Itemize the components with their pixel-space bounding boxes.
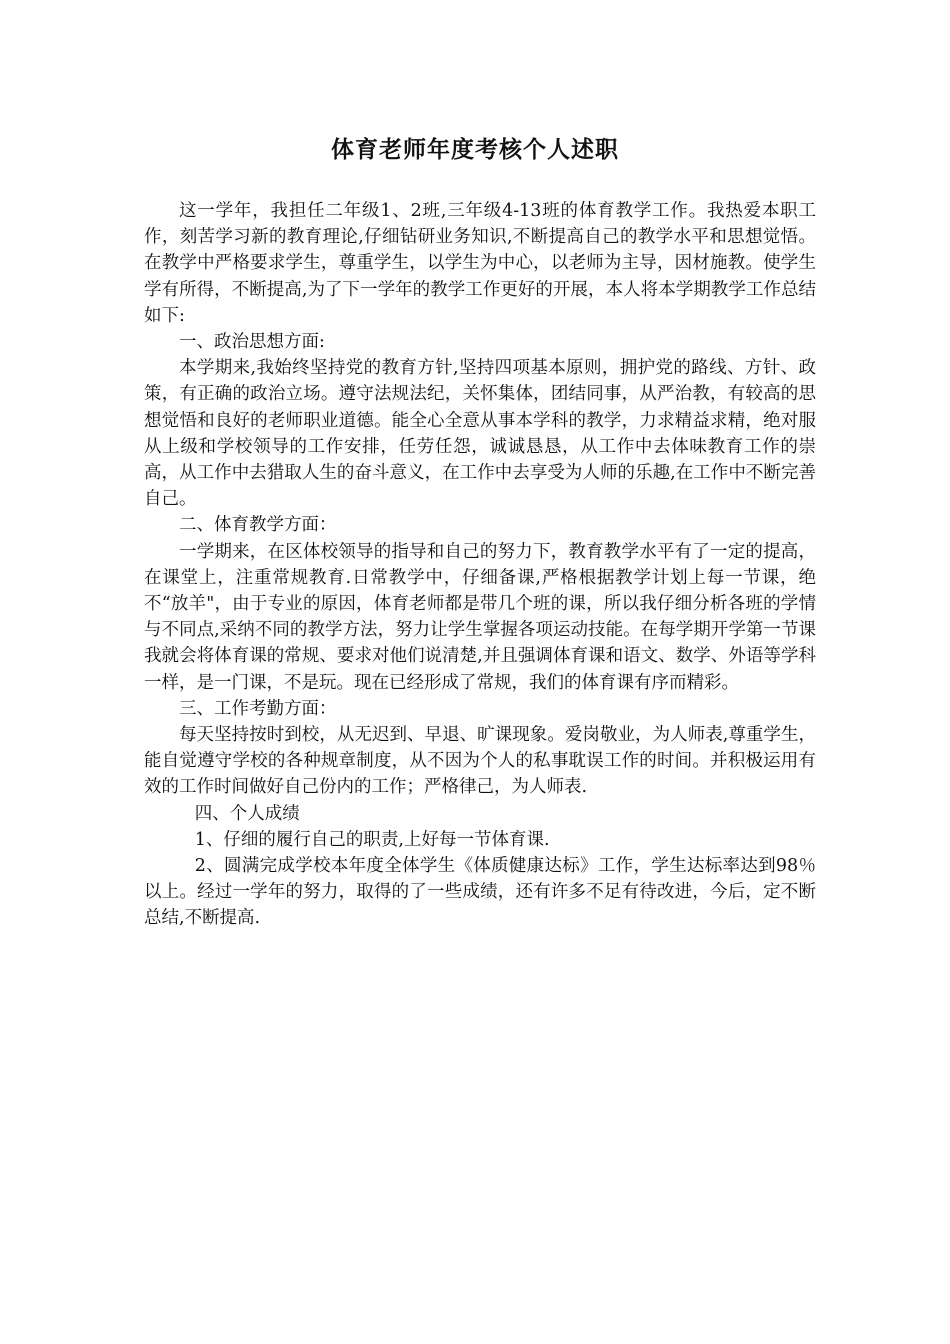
achievement-item-1: 1、仔细的履行自己的职责,上好每一节体育课.	[194, 829, 550, 850]
section-heading-teaching: 二、体育教学方面：	[179, 515, 337, 536]
section-heading-attendance: 三、工作考勤方面：	[179, 698, 337, 719]
attendance-paragraph: 每天坚持按时到校，从无迟到、早退、旷课现象。爱岗敬业，为人师表,尊重学生，能自觉遵守学校的各种规章制度，从不因为个人的私事耽误工作的时间。并积极运用有效的工作时间做好自己份内的工作；严格律己，为人师表.	[144, 725, 816, 798]
intro-paragraph: 这一学年，我担任二年级1、2班,三年级4-13班的体育教学工作。我热爱本职工作，刻苦学习新的教育理论,仔细钻研业务知识,不断提高自己的教学水平和思想觉悟。在教学中严格要求学生，尊重学生，以学生为中心，以老师为主导，因材施教。使学生学有所得，不断提高,为了下一学年的教学工作更好的开展，本人将本学期教学工作总结如下:	[144, 201, 816, 326]
document-title: 体育老师年度考核个人述职	[331, 136, 619, 163]
achievement-item-2: 2、圆满完成学校本年度全体学生《体质健康达标》工作，学生达标率达到98％以上。经过一学年的努力，取得的了一些成绩，还有许多不足有待改进，今后，定不断总结,不断提高.	[144, 856, 816, 929]
section-heading-achievements: 四、个人成绩	[194, 803, 300, 824]
document-body	[144, 198, 816, 932]
political-paragraph: 本学期来,我始终坚持党的教育方针,坚持四项基本原则，拥护党的路线、方针、政策，有正确的政治立场。遵守法规法纪，关怀集体，团结同事，从严治教，有较高的思想觉悟和良好的老师职业道德。能全心全意从事本学科的教学，力求精益求精，绝对服从上级和学校领导的工作安排，任劳任怨，诚诚恳恳，从工作中去体味教育工作的崇高，从工作中去猎取人生的奋斗意义，在工作中去享受为人师的乐趣,在工作中不断完善自己。	[144, 358, 816, 510]
teaching-paragraph: 一学期来，在区体校领导的指导和自己的努力下，教育教学水平有了一定的提高，在课堂上，注重常规教育.日常教学中，仔细备课,严格根据教学计划上每一节课，绝不“放羊"，由于专业的原因，体育老师都是带几个班的课，所以我仔细分析各班的学情与不同点,采纳不同的教学方法，努力让学生掌握各项运动技能。在每学期开学第一节课我就会将体育课的常规、要求对他们说清楚,并且强调体育课和语文、数学、外语等学科一样，是一门课，不是玩。现在已经形成了常规，我们的体育课有序而精彩。	[144, 541, 816, 693]
section-heading-political: 一、政治思想方面:	[179, 332, 325, 353]
